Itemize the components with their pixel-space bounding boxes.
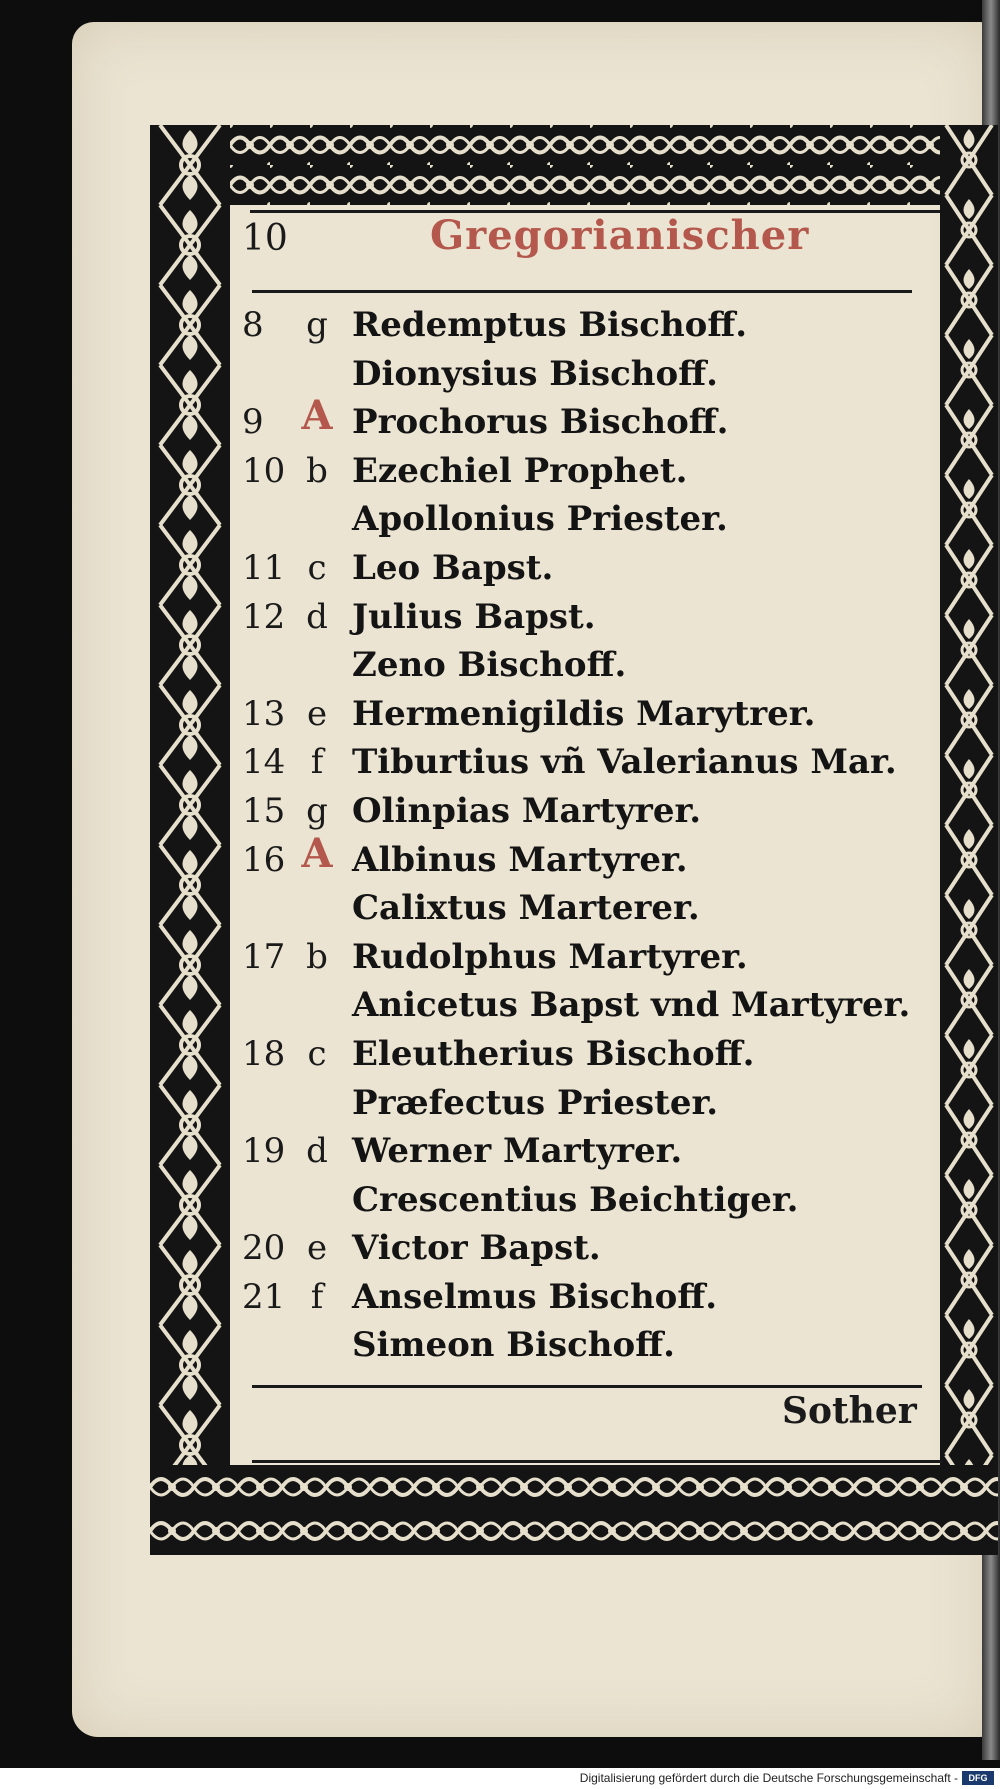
day-number: 13: [242, 693, 286, 734]
dominical-letter: d: [306, 596, 328, 637]
saint-name: Zeno Bischoff.: [352, 645, 627, 686]
day-number: 12: [242, 596, 286, 637]
calendar-entry: [242, 1034, 942, 1083]
saint-name: Leo Bapst.: [352, 547, 554, 588]
day-number: 10: [242, 450, 286, 491]
dominical-letter: g: [306, 790, 328, 831]
saint-name: Julius Bapst.: [352, 596, 596, 637]
dominical-letter: A: [301, 392, 333, 440]
saint-name: Ezechiel Prophet.: [352, 450, 688, 491]
calendar-entry: [242, 694, 942, 743]
calendar-entry: [242, 888, 942, 937]
dominical-letter: c: [307, 1033, 327, 1074]
calendar-entry: [242, 451, 942, 500]
dominical-letter: g: [306, 305, 328, 345]
dominical-letter: b: [306, 450, 328, 491]
saint-name: Anselmus Bischoff.: [352, 1276, 718, 1317]
saint-name: Olinpias Martyrer.: [352, 790, 702, 831]
ornament-left: [150, 125, 230, 1555]
footer-bar: [0, 1768, 1000, 1789]
saint-name: Dionysius Bischoff.: [352, 353, 718, 394]
dominical-letter: f: [310, 742, 324, 783]
saint-name: Victor Bapst.: [352, 1228, 601, 1269]
calendar-entry: [242, 742, 942, 791]
day-number: 9: [242, 402, 264, 443]
saint-name: Anicetus Bapst vnd Martyrer.: [352, 985, 911, 1026]
day-number: 16: [242, 839, 286, 880]
calendar-entry: [242, 305, 942, 354]
day-number: 21: [242, 1276, 286, 1317]
day-number: 18: [242, 1033, 286, 1074]
saint-name: Redemptus Bischoff.: [352, 305, 748, 345]
calendar-entry: [242, 597, 942, 646]
calendar-entries: [242, 305, 942, 1374]
dominical-letter: e: [306, 693, 328, 734]
dominical-letter: d: [306, 1131, 328, 1172]
calendar-entry: [242, 392, 942, 451]
header-rule: [252, 290, 912, 293]
calendar-entry: [242, 1131, 942, 1180]
dfg-logo: DFG: [962, 1771, 994, 1785]
day-number: 20: [242, 1228, 286, 1269]
day-number: 14: [242, 742, 286, 783]
calendar-entry: [242, 1180, 942, 1229]
calendar-entry: [242, 937, 942, 986]
calendar-entry: [242, 1083, 942, 1132]
dominical-letter: A: [301, 829, 333, 877]
saint-name: Albinus Martyrer.: [352, 839, 688, 880]
saint-name: Calixtus Marterer.: [352, 888, 700, 929]
day-number: 11: [242, 547, 286, 588]
ornament-top: [150, 125, 998, 205]
page-title: Gregorianischer: [430, 212, 810, 259]
calendar-entry: [242, 354, 942, 403]
saint-name: Rudolphus Martyrer.: [352, 936, 748, 977]
saint-name: Prochorus Bischoff.: [352, 402, 729, 443]
bottom-rule: [252, 1385, 922, 1388]
ornament-bottom: [150, 1465, 998, 1555]
saint-name: Eleutherius Bischoff.: [352, 1033, 755, 1074]
saint-name: Tiburtius vñ Valerianus Mar.: [352, 742, 897, 783]
saint-name: Præfectus Priester.: [352, 1082, 719, 1123]
calendar-entry: [242, 829, 942, 889]
calendar-entry: [242, 548, 942, 597]
dominical-letter: f: [310, 1276, 324, 1317]
saint-name: Simeon Bischoff.: [352, 1325, 675, 1366]
calendar-entry: [242, 645, 942, 694]
footer-credit: Digitalisierung gefördert durch die Deutsche Forschungsgemeinschaft -: [579, 1771, 958, 1785]
calendar-entry: [242, 499, 942, 548]
dominical-letter: c: [307, 547, 327, 588]
calendar-entry: [242, 791, 942, 840]
saint-name: Apollonius Priester.: [352, 499, 728, 540]
page-number: 10: [242, 218, 288, 259]
calendar-entry: [242, 1277, 942, 1326]
catchword: Sother: [782, 1390, 917, 1432]
saint-name: Hermenigildis Marytrer.: [352, 693, 816, 734]
day-number: 15: [242, 790, 286, 831]
dominical-letter: e: [306, 1228, 328, 1269]
calendar-entry: [242, 1325, 942, 1374]
day-number: 8: [242, 305, 264, 345]
dominical-letter: b: [306, 936, 328, 977]
ornament-right: [940, 125, 998, 1555]
saint-name: Crescentius Beichtiger.: [352, 1179, 799, 1220]
day-number: 19: [242, 1131, 286, 1172]
calendar-entry: [242, 985, 942, 1034]
calendar-entry: [242, 1228, 942, 1277]
day-number: 17: [242, 936, 286, 977]
saint-name: Werner Martyrer.: [352, 1131, 683, 1172]
footer-rule: [252, 1460, 942, 1463]
